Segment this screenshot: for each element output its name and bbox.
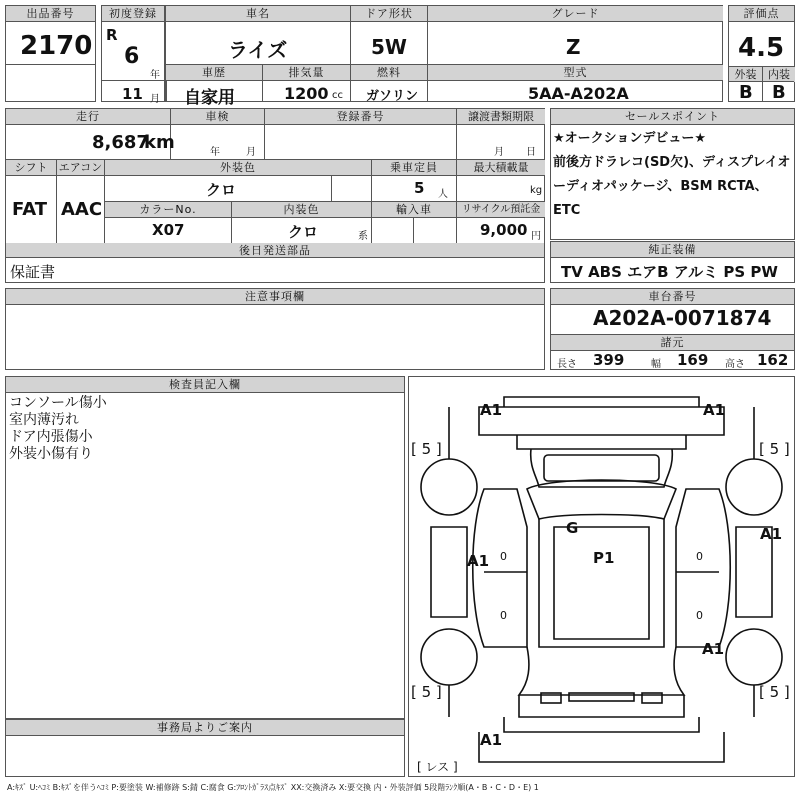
score-box bbox=[728, 5, 795, 102]
intcolor: クロ bbox=[288, 223, 319, 241]
score-label: 評価点 bbox=[729, 6, 794, 21]
shift: FAT bbox=[12, 199, 48, 220]
fuel-label: 燃料 bbox=[351, 65, 427, 80]
load-label: 最大積載量 bbox=[457, 160, 545, 175]
left-zero-1: 0 bbox=[500, 550, 507, 563]
tire-fl: [ 5 ] bbox=[411, 440, 442, 458]
length-label: 長さ bbox=[557, 359, 577, 370]
car-name: ライズ bbox=[228, 38, 288, 62]
inspection-label: 車検 bbox=[171, 109, 264, 124]
tire-fr: [ 5 ] bbox=[759, 440, 790, 458]
mark-right-side: A1 bbox=[760, 525, 783, 543]
spare-tire: [ レス ] bbox=[417, 760, 458, 774]
transfer-label: 譲渡書類期限 bbox=[457, 109, 545, 124]
sales-point-text: ★オークションデビュー★ 前後方ドラレコ(SD欠)、ディスプレイオーディオパッケージ、BSM RCTA、ETC bbox=[553, 131, 791, 218]
mileage-unit: km bbox=[144, 132, 175, 153]
lot-number: 2170 bbox=[20, 31, 93, 61]
year-unit: 年 bbox=[150, 70, 160, 81]
car-outline-drawing bbox=[409, 377, 794, 776]
right-zero-2: 0 bbox=[696, 609, 703, 622]
mark-roof: P1 bbox=[593, 549, 615, 567]
month-unit: 月 bbox=[150, 94, 160, 105]
inspector-line: 室内薄汚れ bbox=[9, 412, 79, 428]
inspector-label: 検査員記入欄 bbox=[6, 377, 404, 392]
lot-box bbox=[5, 5, 96, 102]
height: 162 bbox=[757, 351, 789, 369]
mark-left-side: A1 bbox=[467, 552, 490, 570]
inspector-line: ドア内張傷小 bbox=[9, 429, 93, 445]
grade: Z bbox=[566, 35, 581, 59]
seats-unit: 人 bbox=[438, 189, 448, 200]
equipment-label: 純正装備 bbox=[551, 242, 794, 257]
chassis-number: A202A-0071874 bbox=[593, 306, 772, 330]
colorno: X07 bbox=[152, 221, 185, 239]
recycle-label: リサイクル預託金 bbox=[457, 202, 545, 217]
door-type: 5W bbox=[371, 35, 407, 59]
height-label: 高さ bbox=[725, 359, 745, 370]
displacement: 1200 bbox=[284, 84, 329, 103]
history-label: 車歴 bbox=[166, 65, 262, 80]
transfer-month-unit: 月 bbox=[494, 147, 504, 158]
sales-point-label: セールスポイント bbox=[551, 109, 794, 124]
width: 169 bbox=[677, 351, 709, 369]
insp-year-unit: 年 bbox=[210, 147, 220, 158]
width-label: 幅 bbox=[651, 359, 661, 370]
lot-label: 出品番号 bbox=[6, 6, 95, 21]
displacement-label: 排気量 bbox=[263, 65, 350, 80]
mileage-label: 走行 bbox=[6, 109, 170, 124]
regno-label: 登録番号 bbox=[265, 109, 456, 124]
notes-label: 注意事項欄 bbox=[6, 289, 544, 304]
spec-label: 諸元 bbox=[551, 335, 794, 350]
seats-label: 乗車定員 bbox=[372, 160, 456, 175]
tire-rr: [ 5 ] bbox=[759, 683, 790, 701]
tire-rl: [ 5 ] bbox=[411, 683, 442, 701]
color: クロ bbox=[206, 181, 237, 199]
insp-month-unit: 月 bbox=[246, 147, 256, 158]
left-zero-2: 0 bbox=[500, 609, 507, 622]
office-box bbox=[5, 719, 405, 777]
later-parts: 保証書 bbox=[10, 263, 56, 281]
office-label: 事務局よりご案内 bbox=[6, 720, 404, 735]
model-label: 型式 bbox=[428, 65, 723, 80]
equipment-box bbox=[550, 241, 795, 283]
reg-year: 6 bbox=[124, 44, 140, 69]
mark-front-right: A1 bbox=[703, 401, 726, 419]
reg-month: 11 bbox=[122, 85, 143, 103]
registration-box bbox=[101, 5, 165, 105]
color-label: 外装色 bbox=[105, 160, 371, 175]
vehicle-details-box bbox=[5, 108, 545, 258]
mark-front-left: A1 bbox=[480, 401, 503, 419]
exterior-score: B bbox=[739, 82, 753, 103]
shift-label: シフト bbox=[6, 160, 56, 175]
ac: AAC bbox=[61, 199, 103, 220]
colorno-label: カラーNo. bbox=[105, 202, 231, 217]
inspector-box bbox=[5, 376, 405, 719]
recycle: 9,000 bbox=[480, 221, 528, 239]
sales-point-box bbox=[550, 108, 795, 240]
mileage: 8,687 bbox=[92, 132, 149, 153]
car-diagram bbox=[408, 376, 795, 777]
intcolor-unit: 系 bbox=[358, 231, 368, 242]
interior-label: 内装 bbox=[763, 67, 795, 82]
mark-glass: G bbox=[566, 519, 579, 537]
mark-rear-left: A1 bbox=[480, 731, 503, 749]
length: 399 bbox=[593, 351, 625, 369]
inspector-line: 外装小傷有り bbox=[9, 446, 93, 462]
later-parts-label: 後日発送部品 bbox=[6, 243, 544, 258]
transfer-day-unit: 日 bbox=[526, 147, 536, 158]
inspector-line: コンソール傷小 bbox=[9, 395, 107, 411]
era: R bbox=[106, 26, 118, 44]
right-zero-1: 0 bbox=[696, 550, 703, 563]
history: 自家用 bbox=[184, 88, 235, 108]
recycle-unit: 円 bbox=[531, 231, 541, 242]
later-parts-box bbox=[5, 257, 545, 283]
chassis-box bbox=[550, 288, 795, 370]
displacement-unit: cc bbox=[332, 90, 343, 101]
fuel: ガソリン bbox=[366, 89, 419, 104]
load-unit: kg bbox=[530, 185, 543, 196]
intcolor-label: 内装色 bbox=[232, 202, 371, 217]
import-label: 輸入車 bbox=[372, 202, 456, 217]
score: 4.5 bbox=[738, 33, 785, 63]
model: 5AA-A202A bbox=[528, 84, 629, 103]
notes-box bbox=[5, 288, 545, 370]
equipment: TV ABS エアB アルミ PS PW bbox=[561, 263, 778, 281]
ac-label: エアコン bbox=[58, 161, 103, 174]
exterior-label: 外装 bbox=[729, 67, 762, 82]
car-name-label: 車名 bbox=[166, 6, 350, 21]
door-label: ドア形状 bbox=[351, 6, 427, 21]
interior-score: B bbox=[772, 82, 786, 103]
grade-label: グレード bbox=[428, 6, 723, 21]
main-spec-box bbox=[165, 5, 723, 108]
registration-label: 初度登録 bbox=[102, 6, 164, 21]
mark-rear-right: A1 bbox=[702, 640, 725, 658]
legend: A:ｷｽﾞ U:ﾍｺﾐ B:ｷｽﾞを伴うﾍｺﾐ P:要塗装 W:補修跡 S:錆 C:腐食 G:ﾌﾛﾝﾄｶﾞﾗｽ点ｷｽﾞ XX:交換済み X:要交換 内・外装評価 5段階ﾗﾝｸ順(A・B・C・D・E) 1 bbox=[7, 783, 539, 792]
seats: 5 bbox=[414, 179, 425, 197]
chassis-label: 車台番号 bbox=[551, 289, 794, 304]
